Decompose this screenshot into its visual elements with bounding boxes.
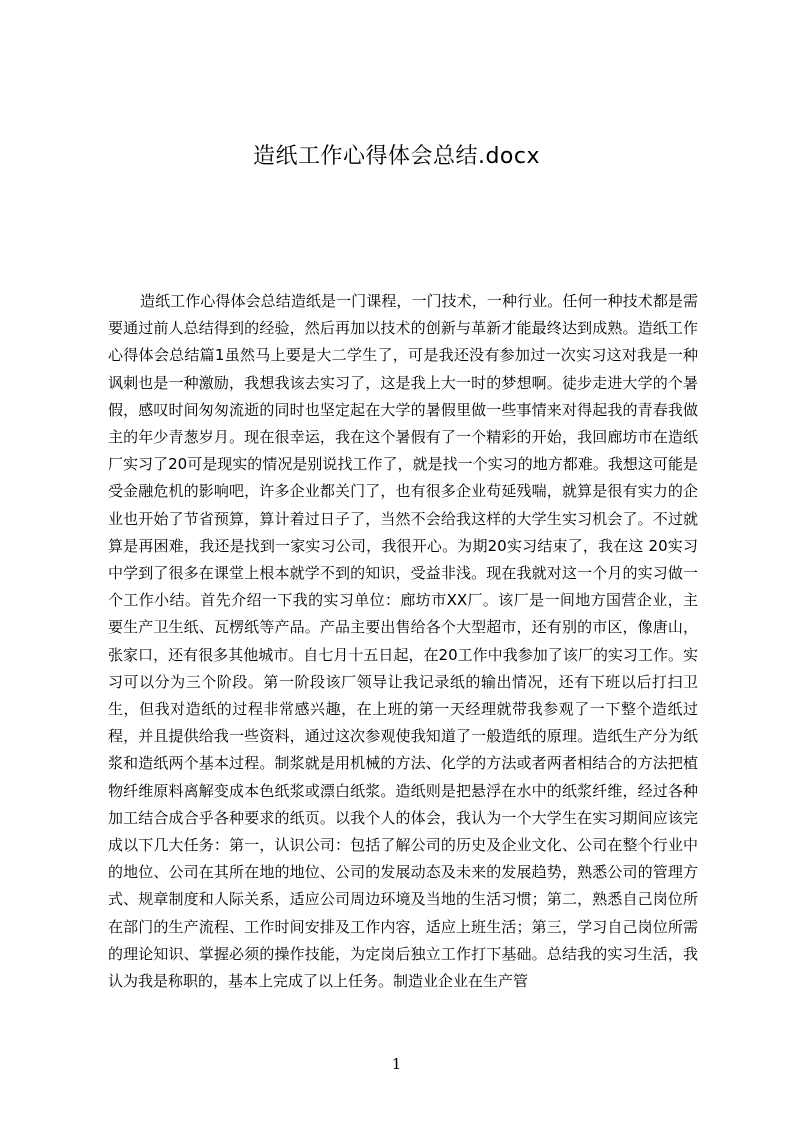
body-paragraph: 造纸工作心得体会总结造纸是一门课程，一门技术，一种行业。任何一种技术都是需要通过前人总结得到的经验，然后再加以技术的创新与革新才能最终达到成熟。造纸工作心得体会总结篇1虽然马上要是大二学生了，可是我还没有参加过一次实习这对我是一种讽刺也是一种激励，我想我该去实习了，这是我上大一时的梦想啊。徒步走进大学的个暑假，感叹时间匆匆流逝的同时也坚定起在大学的暑假里做一些事情来对得起我的青春我做主的年少青葱岁月。现在很幸运，我在这个暑假有了一个精彩的开始，我回廊坊市在造纸厂实习了20可是现实的情况是别说找工作了，就是找一个实习的地方都难。我想这可能是受金融危机的影响吧，许多企业都关门了，也有很多企业苟延残喘，就算是很有实力的企业也开始了节省预算，算计着过日子了，当然不会给我这样的大学生实习机会了。不过就算是再困难，我还是找到一家实习公司，我很开心。为期20实习结束了，我在这 20实习中学到了很多在课堂上根本就学不到的知识，受益非浅。现在我就对这一个月的实习做一个工作小结。首先介绍一下我的实习单位：廊坊市XX厂。该厂是一间地方国营企业，主要生产卫生纸、瓦楞纸等产品。产品主要出售给各个大型超市，还有别的市区，像唐山，张家口，还有很多其他城市。自七月十五日起，在20工作中我参加了该厂的实习工作。实习可以分为三个阶段。第一阶段该厂领导让我记录纸的输出情况，还有下班以后打扫卫生，但我对造纸的过程非常感兴趣，在上班的第一天经理就带我参观了一下整个造纸过程，并且提供给我一些资料，通过这次参观使我知道了一般造纸的原理。造纸生产分为纸浆和造纸两个基本过程。制浆就是用机械的方法、化学的方法或者两者相结合的方法把植物纤维原料离解变成本色纸浆或漂白纸浆。造纸则是把悬浮在水中的纸浆纤维，经过各种加工结合成合乎各种要求的纸页。以我个人的体会，我认为一个大学生在实习期间应该完成以下几大任务：第一，认识公司：包括了解公司的历史及企业文化、公司在整个行业中的地位、公司在其所在地的地位、公司的发展动态及未来的发展趋势，熟悉公司的管理方式、规章制度和人际关系，适应公司周边环境及当地的生活习惯；第二，熟悉自己岗位所在部门的生产流程、工作时间安排及工作内容，适应上班生活；第三，学习自己岗位所需的理论知识、掌握必须的操作技能，为定岗后独立工作打下基础。总结我的实习生活，我认为我是称职的，基本上完成了以上任务。制造业企业在生产管 — [108, 292, 698, 991]
document-title: 造纸工作心得体会总结.docx — [252, 144, 541, 169]
page-number: 1 — [391, 1055, 402, 1073]
